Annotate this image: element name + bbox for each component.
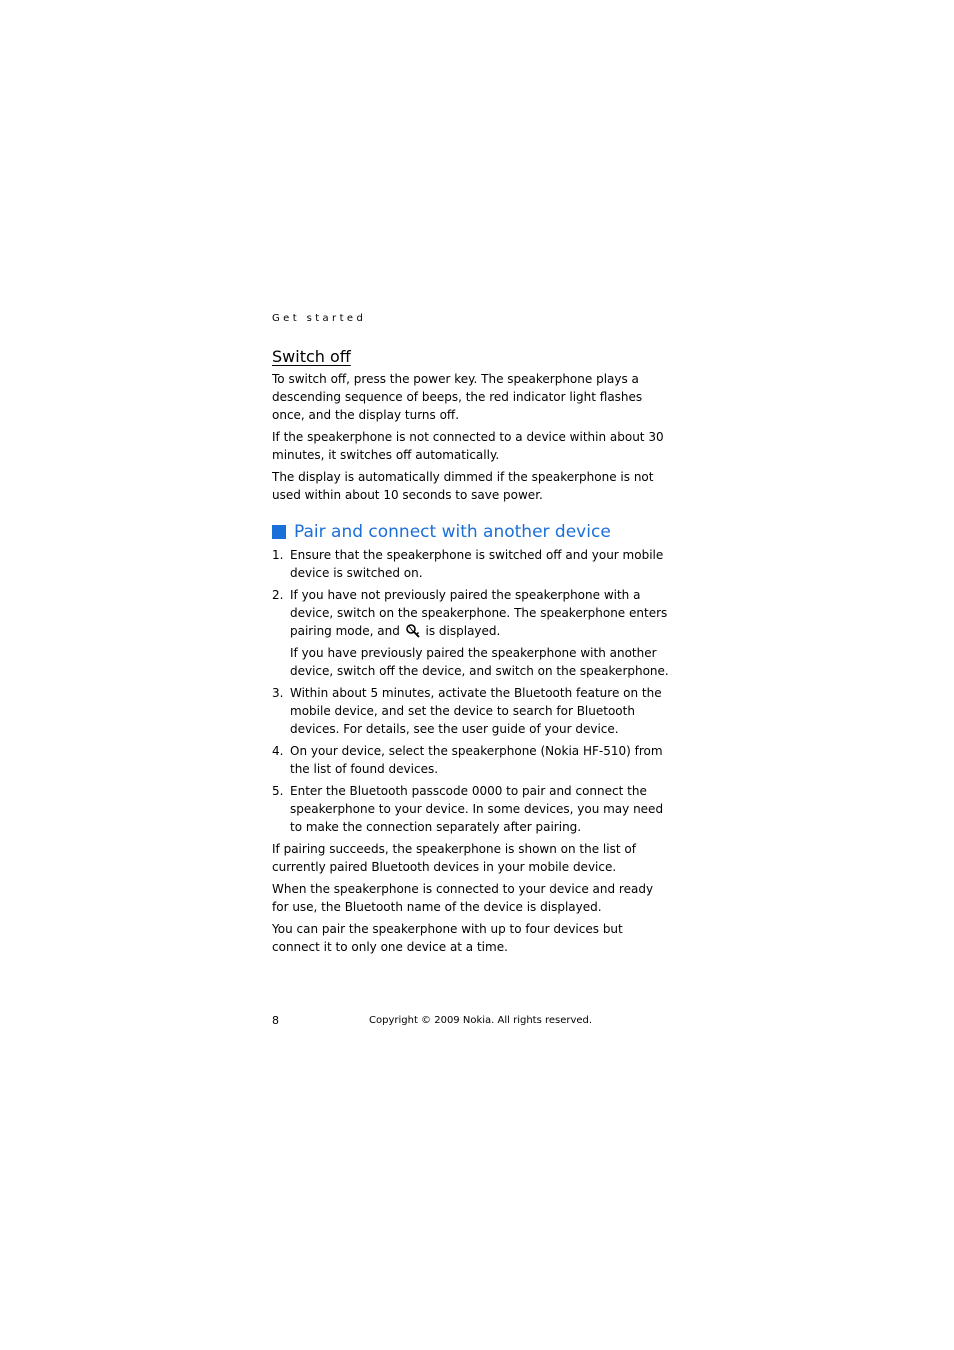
list-item xyxy=(272,742,672,778)
list-item xyxy=(272,684,672,738)
page-content xyxy=(272,346,672,960)
switch-off-paragraph-1: To switch off, press the power key. The speakerphone plays a descending sequence of beeps, the red indicator light flashes once, and the display turns off. xyxy=(272,372,643,422)
pairing-key-icon xyxy=(405,623,421,638)
running-header: Get started xyxy=(272,313,367,324)
pairing-steps-list xyxy=(272,546,672,836)
copyright-notice: Copyright © 2009 Nokia. All rights reserved. xyxy=(369,1015,593,1026)
list-item xyxy=(272,782,672,836)
step-text: Ensure that the speakerphone is switched off and your mobile device is switched on. xyxy=(290,548,664,580)
step-number: 2. xyxy=(272,588,284,602)
step-number: 4. xyxy=(272,744,284,758)
pair-paragraph-1: If pairing succeeds, the speakerphone is shown on the list of currently paired Bluetooth devices in your mobile device. xyxy=(272,842,636,874)
blue-square-icon xyxy=(272,525,286,539)
pair-paragraph-3: You can pair the speakerphone with up to four devices but connect it to only one device at a time. xyxy=(272,922,623,954)
step-number: 5. xyxy=(272,784,284,798)
page-number: 8 xyxy=(272,1014,279,1027)
step-text: On your device, select the speakerphone (Nokia HF-510) from the list of found devices. xyxy=(290,744,663,776)
list-item xyxy=(272,586,672,680)
step-note: If you have previously paired the speakerphone with another device, switch off the device, and switch on the speakerphone. xyxy=(290,646,669,678)
step-number: 1. xyxy=(272,548,284,562)
list-item xyxy=(272,546,672,582)
switch-off-paragraph-2: If the speakerphone is not connected to a device within about 30 minutes, it switches off automatically. xyxy=(272,430,664,462)
pair-section-heading xyxy=(272,520,672,544)
step-text-before-icon: If you have not previously paired the speakerphone with a device, switch on the speakerphone. The speakerphone enters pairing mode, and xyxy=(290,588,668,638)
switch-off-heading: Switch off xyxy=(272,347,351,366)
step-text: Enter the Bluetooth passcode 0000 to pair and connect the speakerphone to your device. In some devices, you may need to make the connection separately after pairing. xyxy=(290,784,664,834)
step-text: Within about 5 minutes, activate the Bluetooth feature on the mobile device, and set the device to search for Bluetooth devices. For details, see the user guide of your device. xyxy=(290,686,662,736)
step-number: 3. xyxy=(272,686,284,700)
step-text-after-icon: is displayed. xyxy=(425,624,501,638)
switch-off-paragraph-3: The display is automatically dimmed if the speakerphone is not used within about 10 seconds to save power. xyxy=(272,470,654,502)
pair-paragraph-2: When the speakerphone is connected to your device and ready for use, the Bluetooth name of the device is displayed. xyxy=(272,882,654,914)
pair-section-heading-text: Pair and connect with another device xyxy=(294,522,611,542)
step-text xyxy=(290,586,672,640)
